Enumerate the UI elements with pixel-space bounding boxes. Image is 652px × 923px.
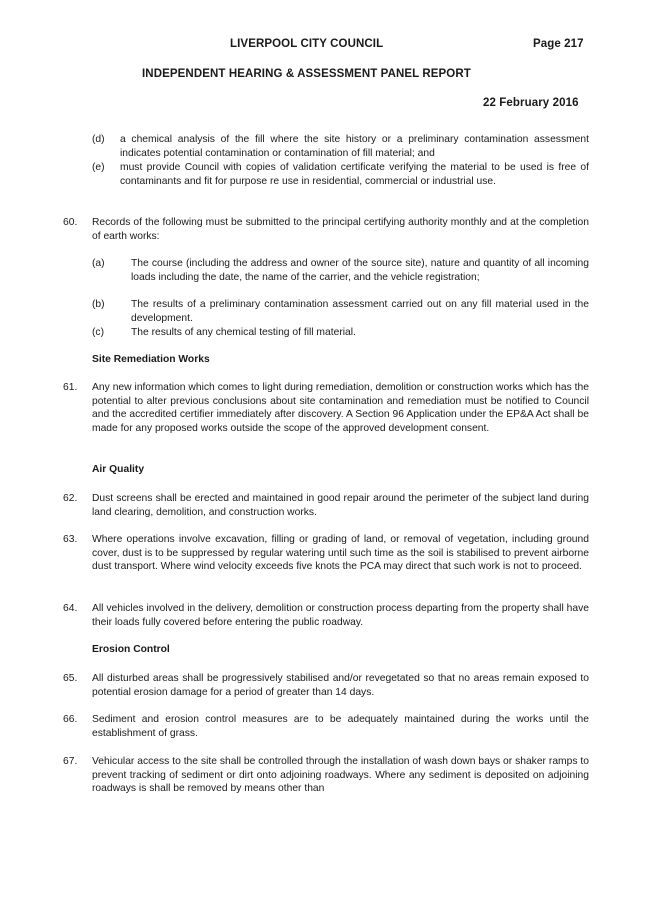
clause-number: 60. — [63, 217, 78, 228]
clause-text: Dust screens shall be erected and maintained in good repair around the perimeter of the subject land during land clearing, demolition, and construction works. — [92, 493, 589, 518]
clause-text: Records of the following must be submitted to the principal certifying authority monthly and at the completion of earth works: — [92, 217, 589, 242]
council-name: LIVERPOOL CITY COUNCIL — [230, 38, 384, 50]
item-text: The results of a preliminary contamination assessment carried out on any fill material used in the development. — [131, 299, 589, 324]
item-label: (e) — [92, 162, 105, 173]
section-heading: Erosion Control — [92, 644, 170, 655]
clause-text: Where operations involve excavation, filling or grading of land, or removal of vegetation, including ground cover, dust is to be suppressed by regular watering until such time as the soil is stabilised to prevent airborne dust transport. Where wind velocity exceeds five knots the PCA may direct that such work is not to proceed. — [92, 534, 589, 573]
item-label: (d) — [92, 134, 105, 145]
item-label: (c) — [92, 327, 105, 338]
clause-number: 64. — [63, 603, 78, 614]
clause-text: Vehicular access to the site shall be controlled through the installation of wash down bays or shaker ramps to prevent tracking of sediment or dirt onto adjoining roadways. Where any sediment is deposited on adjoining roadways is shall be removed by means other than — [92, 756, 589, 795]
item-label: (b) — [92, 299, 105, 310]
clause-text: All vehicles involved in the delivery, demolition or construction process departing from the property shall have their loads fully covered before entering the public roadway. — [92, 603, 589, 628]
report-date: 22 February 2016 — [483, 97, 579, 109]
report-title: INDEPENDENT HEARING & ASSESSMENT PANEL REPORT — [142, 68, 471, 80]
item-text: The results of any chemical testing of fill material. — [131, 327, 356, 338]
clause-number: 62. — [63, 493, 78, 504]
section-heading: Site Remediation Works — [92, 354, 210, 365]
clause-number: 63. — [63, 534, 78, 545]
page-number: Page 217 — [533, 38, 584, 50]
item-text: must provide Council with copies of validation certificate verifying the material to be used is free of contaminants and fit for purpose re use in residential, commercial or industrial use. — [120, 162, 589, 187]
clause-text: Any new information which comes to light during remediation, demolition or construction works which has the potential to alter previous conclusions about site contamination and remediation must be notified to Council and the accredited certifier immediately after discovery. A Section 96 Application under the EP&A Act shall be made for any proposed works outside the scope of the approved development consent. — [92, 382, 589, 434]
clause-number: 61. — [63, 382, 78, 393]
item-text: The course (including the address and owner of the source site), nature and quantity of all incoming loads including the date, the name of the carrier, and the vehicle registration; — [131, 258, 589, 283]
clause-text: All disturbed areas shall be progressively stabilised and/or revegetated so that no areas remain exposed to potential erosion damage for a period of greater than 14 days. — [92, 673, 589, 698]
clause-number: 67. — [63, 756, 78, 767]
section-heading: Air Quality — [92, 464, 145, 475]
clause-text: Sediment and erosion control measures are to be adequately maintained during the works until the establishment of grass. — [92, 714, 589, 739]
clause-number: 65. — [63, 673, 78, 684]
clause-number: 66. — [63, 714, 78, 725]
item-text: a chemical analysis of the fill where the site history or a preliminary contamination assessment indicates potential contamination or contamination of fill material; and — [120, 134, 589, 159]
item-label: (a) — [92, 258, 105, 269]
